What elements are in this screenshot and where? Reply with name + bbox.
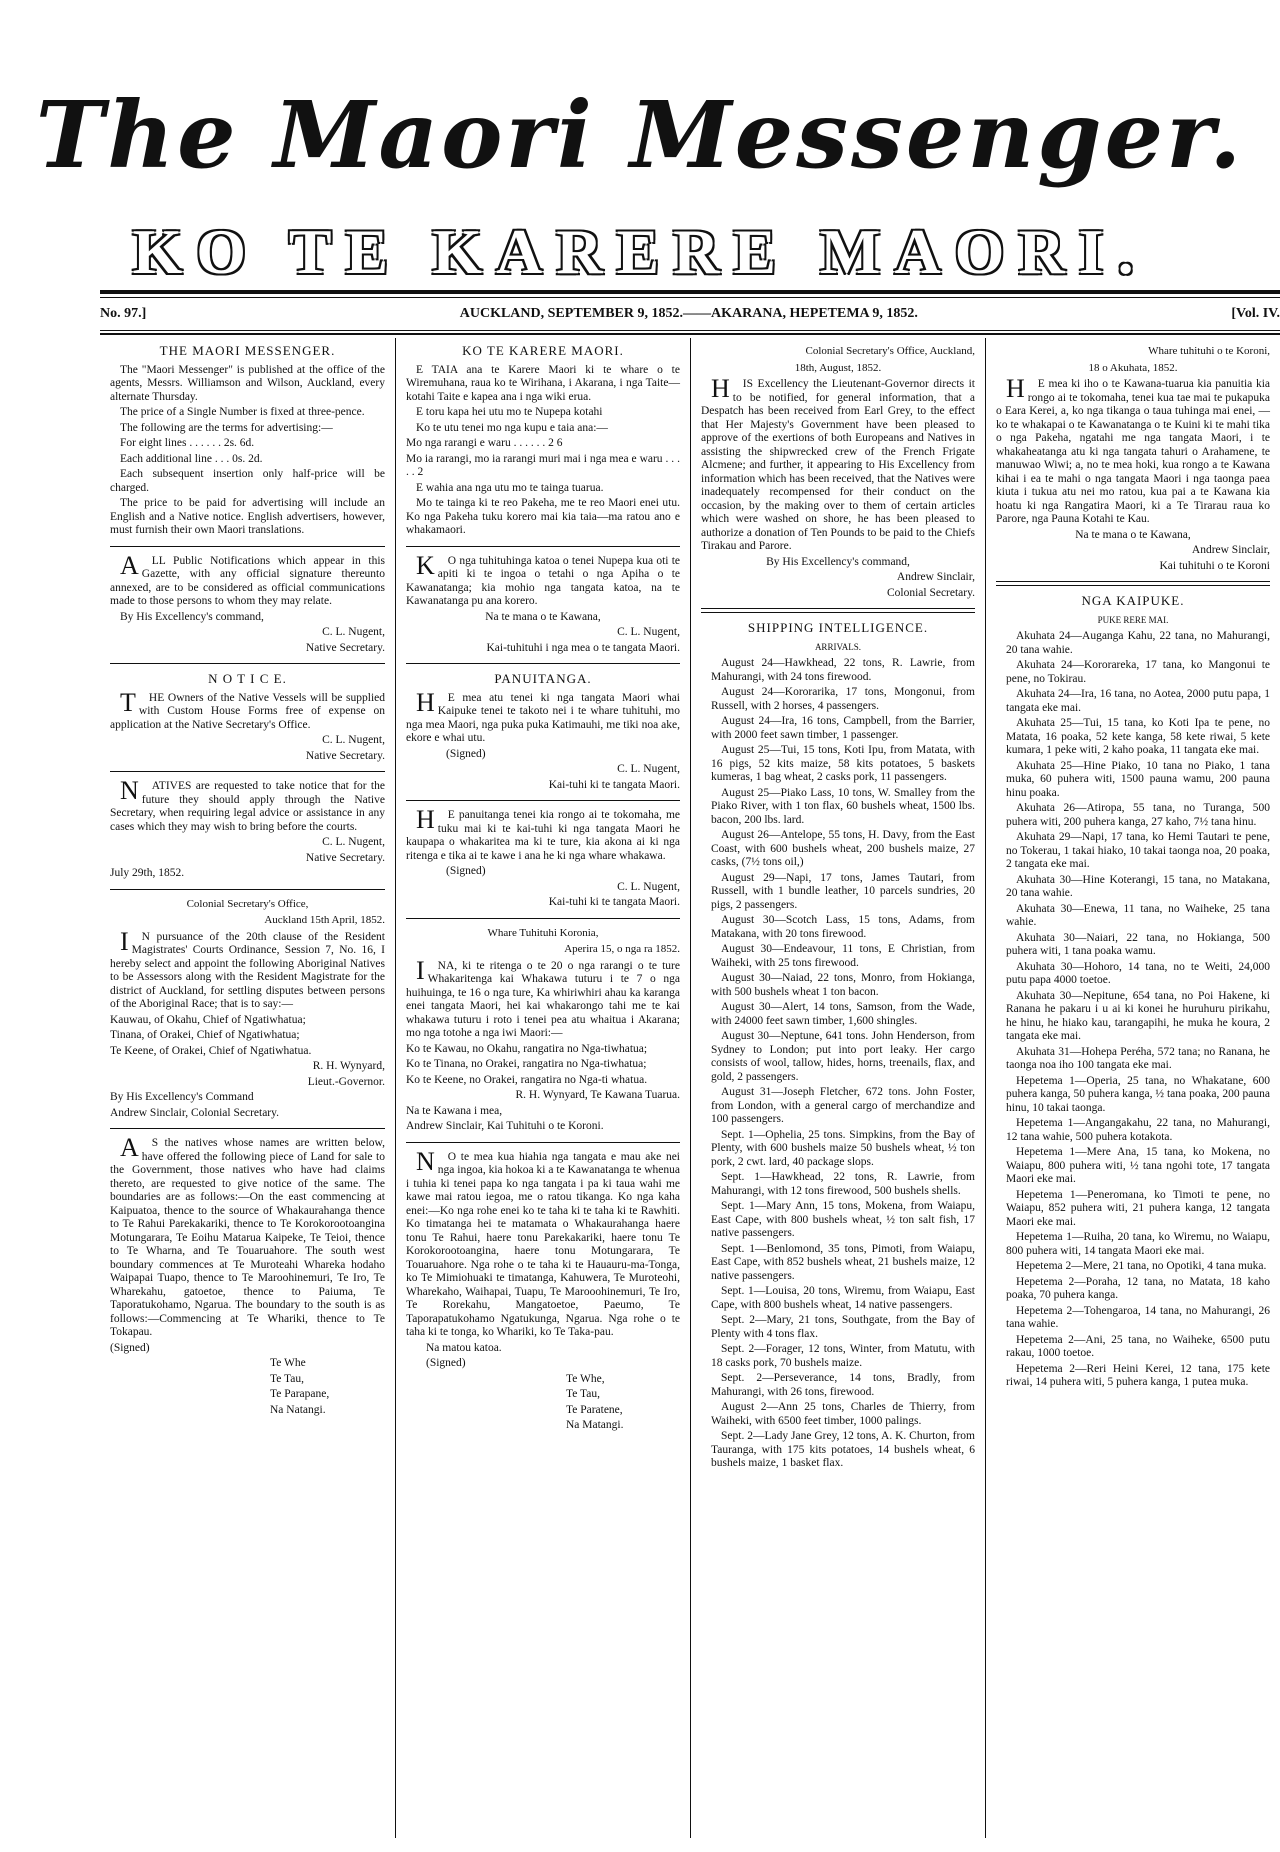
arrival-entry: Sept. 1—Ophelia, 25 tons. Simpkins, from the Bay of Plenty, with 600 bushels maize 50 bushels wheat, ½ ton pork, 2 cwt. lard, 40 package slops. xyxy=(711,1128,975,1168)
signature-title: Native Secretary. xyxy=(305,749,385,762)
arrival-entry-maori: Hepetema 1—Mere Ana, 15 tana, ko Mokena, no Waiapu, 800 puhera witi, ½ tana ngohi tote, 17 tangata Maori eke mai. xyxy=(1006,1146,1270,1185)
arrival-entry: Sept. 1—Hawkhead, 22 tons, R. Lawrie, from Mahurangi, with 12 tons firewood, 500 bushels shells. xyxy=(711,1171,975,1197)
command-line: By His Excellency's command, xyxy=(120,610,264,623)
office-date: 18th, August, 1852. xyxy=(794,361,882,374)
signature-name: R. H. Wynyard, xyxy=(312,1060,385,1072)
assessor-name: Tinana, of Orakei, Chief of Ngatiwhatua; xyxy=(110,1029,300,1041)
despatch-notice: HIS Excellency the Lieutenant-Governor directs it to be notified, for general information, that a Despatch has been received from Earl Grey, to the effect that Her Majesty's Government have been pleased to approve of the exertions of both Europeans and Natives in assisting the shipwrecked crew of the French Frigate Alcmene; and further, it appearing to His Excellency from information which has been received, that the Natives were inadequately recompensed for their conduct on the occasion, by the making over to them of certain articles which were washed on shore, he has been pleased to authorize a donation of Ten Pounds to be paid to the Chiefs Tirakau and Parore. xyxy=(701,374,975,552)
arrival-entry-maori: Akuhata 25—Tui, 15 tana, ko Koti Ipa te pene, no Matata, 16 poaka, 52 kete kanga, 58 kete riwai, 5 kete kumara, 1 peke witi, 2 kaho poaka, 11 tangata eke mai. xyxy=(1006,717,1270,756)
arrival-entry-maori: Hepetema 1—Operia, 25 tana, no Whakatane, 600 puhera kanga, 50 puhera kanga, ½ tana poaka, 200 pauna hinu, 10 takai taonga. xyxy=(1006,1074,1270,1114)
signature-title: Kai tuhituhi o te Koroni xyxy=(1159,559,1270,572)
arrival-entry-maori: Hepetema 1—Peneromana, ko Timoti te pene, no Waiapu, 852 puhera witi, 21 puhera kanga, 12 tangata Maori eke mai. xyxy=(1006,1188,1270,1228)
command-line: Na te mana o te Kawana, xyxy=(485,610,601,623)
signatory: Te Tau, xyxy=(270,1372,304,1385)
arrival-entry-maori: Hepetema 1—Ruiha, 20 tana, ko Wiremu, no Waiapu, 800 puhera witi, 14 tangata Maori eke mai. xyxy=(1006,1231,1270,1257)
command-line: Na te mana o te Kawana, xyxy=(1075,528,1191,541)
divider xyxy=(996,581,1270,586)
signature-title: Kai-tuhi ki te tangata Maori. xyxy=(548,778,680,791)
arrivals-list xyxy=(701,657,975,1471)
heading-karere: KO TE KARERE MAORI. xyxy=(462,343,624,358)
divider xyxy=(110,889,385,890)
arrival-entry: Sept. 2—Mary, 21 tons, Southgate, from the Bay of Plenty with 4 tons flax. xyxy=(711,1314,975,1340)
divider xyxy=(110,1128,385,1129)
divider xyxy=(406,1142,680,1143)
ad-rate-1: For eight lines . . . . . . 2s. 6d. xyxy=(120,437,255,449)
ad-terms: The following are the terms for advertising:— xyxy=(120,421,333,434)
arrival-entry-maori: Akuhata 30—Naiari, 22 tana, no Hokianga, 500 puhera witi, 1 tana poaka wamu. xyxy=(1006,931,1270,957)
masthead-subtitle: KO TE KARERE MAORI. xyxy=(132,216,1148,287)
signature-name: C. L. Nugent, xyxy=(322,734,385,746)
arrival-entry-maori: Hepetema 2—Mere, 21 tana, no Opotiki, 4 tana muka. xyxy=(1016,1260,1267,1272)
issue-number: No. 97.] xyxy=(100,306,147,321)
dateline-rule xyxy=(100,330,1280,331)
signature-name: C. L. Nugent, xyxy=(322,626,385,638)
assessors-notice: IN pursuance of the 20th clause of the Resident Magistrates' Courts Ordinance, Session 7, No. 16, I hereby select and appoint the following Aboriginal Natives to be Assessors along with the Resident Magistrate for the district of Auckland, for settling disputes between persons of the Aboriginal Race; that is to say:— xyxy=(110,926,385,1010)
office-heading: Colonial Secretary's Office, Auckland, xyxy=(805,345,975,357)
signature-title: Kai-tuhi ki te tangata Maori. xyxy=(548,896,680,908)
arrival-entry: Sept. 1—Benlomond, 35 tons, Pimoti, from Waiapu, East Cape, with 852 bushels wheat, 21 bushels maize, 12 native passengers. xyxy=(711,1242,975,1282)
office-heading: Colonial Secretary's Office, xyxy=(186,897,309,910)
publication-notice-maori: E TAIA ana te Karere Maori ki te whare o te Wiremuhana, raua ko te Wirihana, i Akarana, i nga Taite—kotahi Taite e kapea ana i nga wiki erua. xyxy=(406,363,680,403)
assessor-name: Ko te Kawau, no Okahu, rangatira no Nga-tiwhatua; xyxy=(406,1042,648,1055)
arrival-entry: August 24—Ira, 16 tons, Campbell, from the Barrier, with 2000 feet sawn timber, 1 passenger. xyxy=(711,715,975,741)
arrival-entry: Sept. 1—Louisa, 20 tons, Wiremu, from Waiapu, East Cape, with 800 bushels wheat, 14 native passengers. xyxy=(711,1285,975,1311)
signatory: Te Parapane, xyxy=(270,1388,330,1400)
column-3 xyxy=(690,338,985,1838)
masthead-rule xyxy=(100,290,1280,294)
divider xyxy=(406,918,680,919)
command-line: Na te Kawana i mea, xyxy=(406,1104,503,1117)
arrival-entry-maori: Hepetema 1—Angangakahu, 22 tana, no Mahurangi, 12 tana wahie, 500 puhera kotakota. xyxy=(1006,1117,1270,1143)
publication-notice: The "Maori Messenger" is published at the office of the agents, Messrs. Williamson and Wilson, Auckland, every alternate Thursday. xyxy=(110,363,385,403)
arrival-entry: August 30—Endeavour, 11 tons, E Christian, from Waiheki, with 25 tons firewood. xyxy=(711,943,975,969)
signature-title: Native Secretary. xyxy=(305,641,385,654)
masthead xyxy=(0,80,1280,292)
vessel-notice: THE Owners of the Native Vessels will be supplied with Custom House Forms free of expense on application at the Native Secretary's Office. xyxy=(110,687,385,731)
arrival-entry: Sept. 2—Lady Jane Grey, 12 tons, A. K. Churton, from Tauranga, with 175 kits potatoes, 14 bushels wheat, 6 bushels maize, 1 basket flax. xyxy=(711,1430,975,1469)
arrivals-list-maori xyxy=(996,630,1270,1390)
assessor-name: Kauwau, of Okahu, Chief of Ngatiwhatua; xyxy=(110,1013,306,1026)
notice-date: July 29th, 1852. xyxy=(110,867,185,879)
ad-insertion-maori: E wahia ana nga utu mo te tainga tuarua. xyxy=(416,481,604,494)
signature-title: Kai-tuhituhi i nga mea o te tangata Maori. xyxy=(486,641,680,654)
ad-translation-maori: Mo te tainga ki te reo Pakeha, me te reo Maori enei utu. Ko nga Pakeha tuku korero mai kia taia—ma ratou ano e whakamaori. xyxy=(406,497,680,536)
signature-title: Native Secretary. xyxy=(305,851,385,864)
signed-label: (Signed) xyxy=(426,1357,466,1369)
signatory: Te Whe, xyxy=(566,1372,605,1385)
land-sale-notice: AS the natives whose names are written below, have offered the following piece of Land for sale to the Government, those natives who have had claims thereto, are requested to give notice of the same. The boundaries are as follows:—On the east commencing at Kaipuatoa, thence to the source of Whakaurahanga thence to Te Rahui Parekakariki, thence to Te Korokorootoangina Motungarara, Te Eoihu Matarua Kaipeke, Te Teioi, thence to Te Wharna, and Te Touaruahore. The south west boundary commences at Te Muroteahi Whareka hodaho Waipapai Tuapo, thence to Te Maroohinemuri, Te Iro, Te Wharekahu, gatoetoe, thence to Paiuma, Te Taporatukohamo, Ngarua. The boundary to the south is as follows:—Commencing at Te Whariki, thence to Te Tokapau. xyxy=(110,1133,385,1338)
land-sale-notice-maori: NO te mea kua hiahia nga tangata e mau ake nei nga ingoa, kia hokoa ki a te Kawanatanga te whenua i tuhia ki tenei papa ko nga tangata i pa ki taua wahi me kawe mai ratou iegoa, me o ratou tikanga. Ko nga kaha enei:—Ko nga rohe enei ko te taha ki te taha ki te Rawhiti. Ko timatanga hei te matamata o Whakaurahanga haere tonu Te Rahui, haere tonu Parekakariki, haere tonu Te Korokorootoangina, haere tonu Motungarara, Te Touaruahore. Nga rohe o te taha ki te Hauauru-ma-Tonga, ko Te Mimiohuaki te timatanga, Kahuwera, Te Muroteohi, Wharekaho, Waihapai, Tuapu, Te Marooohinemuri, Te Iro, Te Rorekahu, Mangatoetoe, Paeumo, Te Taporapatukohamo Ngatukunga, Ngarua. Nga rohe o te taha ki te tonga, ko Whariki, ko Te Taka-pau. xyxy=(406,1146,680,1338)
arrival-entry: August 25—Piako Lass, 10 tons, W. Smalley from the Piako River, with 1 ton flax, 60 bushels wheat, 1500 lbs. bacon, 200 lbs. lard. xyxy=(711,786,975,826)
arrival-entry: August 30—Alert, 14 tons, Samson, from the Wade, with 24000 feet sawn timber, 1,600 shingles. xyxy=(711,1001,975,1027)
signatory: Te Tau, xyxy=(566,1388,600,1400)
signature-name: C. L. Nugent, xyxy=(617,763,680,775)
natives-notice-maori: HE panuitanga tenei kia rongo ai te tokomaha, me tuku mai ki te kai-tuhi ki nga tangata Maori he kaupapa o whakaritea ma ki te ture, kia akona ai ki nga ritenga e tika ai te kawe i ana he ki nga whare whakawa. xyxy=(406,805,680,862)
ad-terms-maori: Ko te utu tenei mo nga kupu e taia ana:— xyxy=(416,421,608,434)
signatory: Te Whe xyxy=(270,1357,306,1369)
arrival-entry-maori: Hepetema 2—Tohengaroa, 14 tana, no Mahurangi, 26 tana wahie. xyxy=(1006,1304,1270,1330)
office-heading-maori: Whare Tuhituhi Koronia, xyxy=(487,926,599,939)
signed-label: (Signed) xyxy=(446,747,486,760)
heading-puke-rere-mai: PUKE RERE MAI. xyxy=(1097,614,1169,625)
arrival-entry-maori: Akuhata 24—Ira, 16 tana, no Aotea, 2000 putu papa, 1 tangata eke mai. xyxy=(1006,688,1270,714)
arrival-entry: August 26—Antelope, 55 tons, H. Davy, from the East Coast, with 600 bushels wheat, 200 bushels maize, 27 casks, (7½ tons oil,) xyxy=(711,829,975,868)
volume-number: [Vol. IV. xyxy=(1231,306,1280,321)
arrival-entry-maori: Akuhata 31—Hohepa Peréha, 572 tana; no Ranana, he taonga noa iho 100 tangata eke mai. xyxy=(1006,1045,1270,1071)
arrival-entry: August 30—Naiad, 22 tons, Monro, from Hokianga, with 500 bushels wheat 1 ton bacon. xyxy=(711,972,975,998)
arrival-entry: August 24—Kororarika, 17 tons, Mongonui, from Russell, with 2 horses, 4 passengers. xyxy=(711,686,975,712)
arrival-entry: August 30—Scotch Lass, 15 tons, Adams, from Matakana, with 20 tons firewood. xyxy=(711,914,975,940)
arrival-entry: August 2—Ann 25 tons, Charles de Thierry, from Waiheki, with 6500 feet timber, 1000 palings. xyxy=(711,1401,975,1427)
signed-label: (Signed) xyxy=(110,1341,150,1354)
assessor-name: Ko te Keene, no Orakei, rangatira no Nga-ti whatua. xyxy=(406,1073,648,1086)
masthead-title: The Maori Messenger. xyxy=(35,81,1245,189)
arrival-entry-maori: Akuhata 26—Atiropa, 55 tana, no Turanga, 500 puhera witi, 200 puhera kanga, 27 kaho, 7½ tana hinu. xyxy=(1006,802,1270,828)
public-notifications-maori: KO nga tuhituhinga katoa o tenei Nupepa kua oti te apiti ki te ingoa o tetahi o nga Apiha o te Kawanatanga; kia mohio nga tangata katoa, na te Kawanatanga pu ana korero. xyxy=(406,550,680,607)
signatory: Te Paratene, xyxy=(566,1403,623,1416)
signature-title: Colonial Secretary. xyxy=(886,586,975,599)
divider xyxy=(406,663,680,664)
arrival-entry: August 31—Joseph Fletcher, 672 tons. John Foster, from London, with a general cargo of merchandize and 100 passengers. xyxy=(711,1086,975,1125)
arrival-entry-maori: Akuhata 25—Hine Piako, 10 tana no Piako, 1 tana muka, 60 puhera witi, 1500 pauna wamu, 200 pauna hinu poaka. xyxy=(1006,759,1270,799)
signature-secretary: Andrew Sinclair, Colonial Secretary. xyxy=(110,1106,280,1119)
office-date-maori: Aperira 15, o nga ra 1852. xyxy=(564,943,680,955)
arrival-entry: August 30—Neptune, 641 tons. John Henderson, from Sydney to London; put into port leaky. Her cargo consists of wool, tallow, hides, horns, treenails, flax, and gold, 2 passengers. xyxy=(711,1030,975,1083)
arrival-entry-maori: Hepetema 2—Poraha, 12 tana, no Matata, 18 kaho poaka, 70 puhera kanga. xyxy=(1006,1275,1270,1301)
divider xyxy=(406,800,680,801)
closing-line: Na matou katoa. xyxy=(426,1341,502,1354)
ad-rate-maori-2: Mo ia rarangi, mo ia rarangi muri mai i nga mea e waru . . . . . 2 xyxy=(406,452,680,478)
signature-title: Lieut.-Governor. xyxy=(307,1075,385,1088)
divider xyxy=(701,608,975,613)
column-2 xyxy=(395,338,690,1838)
arrival-entry: Sept. 1—Mary Ann, 15 tons, Mokena, from Waiapu, East Cape, with 800 bushels wheat, ½ ton salt fish, 17 native passengers. xyxy=(711,1200,975,1239)
ad-rate-2: Each additional line . . . 0s. 2d. xyxy=(120,452,263,465)
signature-name: C. L. Nugent, xyxy=(617,626,680,638)
heading-notice: N O T I C E. xyxy=(208,671,287,686)
arrival-entry: Sept. 2—Forager, 12 tons, Winter, from Matutu, with 18 casks pork, 70 bushels maize. xyxy=(711,1343,975,1369)
heading-shipping: SHIPPING INTELLIGENCE. xyxy=(747,620,929,635)
price-notice: The price of a Single Number is fixed at three-pence. xyxy=(120,406,365,418)
public-notifications: ALL Public Notifications which appear in this Gazette, with any official signature thereunto annexed, are to be considered as official communications made to those persons to whom they may relate. xyxy=(110,550,385,607)
dateline-rule-thick xyxy=(100,333,1280,335)
arrival-entry-maori: Akuhata 30—Nepitune, 654 tana, no Poi Hakene, ki Ranana he pakaru i u ai ki konei he huruhuru pirikahu, he hinu, he hiako kau, tarangapihi, he muka he koura, 2 tangata eke mai. xyxy=(1006,989,1270,1042)
signature-name: C. L. Nugent, xyxy=(322,836,385,848)
ad-translation: The price to be paid for advertising will include an English and a Native notice. English advertisers, however, must furnish their own Maori translations. xyxy=(110,497,385,536)
heading-panuitanga: PANUITANGA. xyxy=(494,671,592,686)
signature-secretary: Andrew Sinclair, Kai Tuhituhi o te Koroni. xyxy=(406,1120,604,1132)
divider xyxy=(406,546,680,547)
assessor-name: Ko te Tinana, no Orakei, rangatira no Nga-tiwhatua; xyxy=(406,1058,647,1070)
signature-governor: R. H. Wynyard, Te Kawana Tuarua. xyxy=(515,1089,680,1101)
assessors-notice-maori: INA, ki te ritenga o te 20 o nga rarangi o te ture Whakaritenga kai Whakawa tuturu i te 7 o nga huihuinga, te 16 o nga ture, Ka whiriwhiri ahau ka karanga enei tangata Maori, hei kai whakarongo tahi me te kai whakawa tuturu i roto i tenei pea atu whaitua i Akarana; mo nga totohe a nga iwi Maori:— xyxy=(406,955,680,1039)
office-heading-maori: Whare tuhituhi o te Koroni, xyxy=(1148,345,1270,357)
arrival-entry-maori: Akuhata 30—Hohoro, 14 tana, no te Weiti, 24,000 putu papa 4000 toetoe. xyxy=(1006,960,1270,986)
issue-date: AUCKLAND, SEPTEMBER 9, 1852.——AKARANA, HEPETEMA 9, 1852. xyxy=(459,306,918,321)
command-line: By His Excellency's command, xyxy=(766,555,910,568)
vessel-notice-maori: HE mea atu tenei ki nga tangata Maori whai Kaipuke tenei te takoto nei i te whare tuhituhi, mo nga mea Maori, nga puka puka Katimauhi, me tiki noa ake, ekore e whai utu. xyxy=(406,687,680,744)
heading-messenger: THE MAORI MESSENGER. xyxy=(159,343,336,358)
divider xyxy=(110,546,385,547)
column-1 xyxy=(100,338,395,1838)
heading-kaipuke: NGA KAIPUKE. xyxy=(1081,593,1185,608)
signature-name: C. L. Nugent, xyxy=(617,880,680,893)
dateline xyxy=(100,306,1280,322)
divider xyxy=(110,771,385,772)
arrival-entry-maori: Hepetema 2—Ani, 25 tana, no Waiheke, 6500 putu rakau, 1000 toetoe. xyxy=(1006,1333,1270,1359)
signatory: Na Matangi. xyxy=(566,1419,624,1431)
arrival-entry-maori: Akuhata 24—Auganga Kahu, 22 tana, no Mahurangi, 20 tana wahie. xyxy=(1006,630,1270,656)
signatory: Na Natangi. xyxy=(270,1403,326,1416)
masthead-rule-thin xyxy=(100,297,1280,298)
columns xyxy=(100,338,1280,1838)
office-date: Auckland 15th April, 1852. xyxy=(264,914,385,926)
arrival-entry-maori: Akuhata 30—Enewa, 11 tana, no Waiheke, 25 tana wahie. xyxy=(1006,902,1270,928)
divider xyxy=(110,663,385,664)
arrival-entry: August 25—Tui, 15 tons, Koti Ipu, from Matata, with 16 pigs, 52 kits maize, 58 kits potatoes, 5 baskets kumeras, 1 bag wheat, 2 casks pork, 11 passengers. xyxy=(711,744,975,783)
arrival-entry-maori: Hepetema 2—Reri Heini Kerei, 12 tana, 175 kete riwai, 14 puhera witi, 5 puhera kanga, 1 putea muka. xyxy=(1006,1362,1270,1388)
assessor-name: Te Keene, of Orakei, Chief of Ngatiwhatua. xyxy=(110,1044,312,1057)
column-4 xyxy=(985,338,1280,1838)
arrival-entry: Sept. 2—Perseverance, 14 tons, Bradly, from Mahurangi, with 26 tons, firewood. xyxy=(711,1372,975,1398)
arrival-entry-maori: Akuhata 24—Kororareka, 17 tana, ko Mangonui te pene, no Tokirau. xyxy=(1006,659,1270,685)
signed-label: (Signed) xyxy=(446,865,486,877)
natives-notice: NATIVES are requested to take notice that for the future they should apply through the Native Secretary, when requiring legal advice or assistance in any cases which they may wish to bring before the courts. xyxy=(110,776,385,833)
price-notice-maori: E toru kapa hei utu mo te Nupepa kotahi xyxy=(416,406,603,418)
ad-insertion: Each subsequent insertion only half-price will be charged. xyxy=(110,468,385,494)
despatch-notice-maori: HE mea ki iho o te Kawana-tuarua kia panuitia kia rongo ai te tokomaha, tenei kua tae mai te pukapuka o Eara Kerei, a, ko nga tikanga o taua tuhinga mai enei, —ko te whakapai o te Kawanatanga o te Kuini ki te mahi tika o nga Pakeha, ngatahi me nga tangata Maori, i te whakaheatanga atu ki nga tangata tahuri o Arahamene, te manuwao Wiwi; a, no te mea hoki, kua rongo a te Kawana kihai i ea te mahi o nga tangata Maori i nga taonga paea kiuta i tukua atu nei mo ratou, kua pai a te Kawana kia hoatu ki nga Rangatira Maori, ki a Te Tirarau raua ko Parore, nga Pauna Kotahi te Kau. xyxy=(996,374,1270,525)
signature-name: Andrew Sinclair, xyxy=(1191,544,1270,556)
arrival-entry: August 29—Napi, 17 tons, James Tautari, from Russell, with 1 bundle leather, 10 parcels sundries, 20 pigs, 2 passengers. xyxy=(711,871,975,911)
command-line: By His Excellency's Command xyxy=(110,1091,254,1103)
office-date-maori: 18 o Akuhata, 1852. xyxy=(1088,361,1178,374)
heading-arrivals: ARRIVALS. xyxy=(814,641,862,652)
ad-rate-maori-1: Mo nga rarangi e waru . . . . . . 2 6 xyxy=(406,437,563,449)
arrival-entry-maori: Akuhata 30—Hine Koterangi, 15 tana, no Matakana, 20 tana wahie. xyxy=(1006,873,1270,899)
signature-name: Andrew Sinclair, xyxy=(896,571,975,583)
arrival-entry: August 24—Hawkhead, 22 tons, R. Lawrie, from Mahurangi, with 24 tons firewood. xyxy=(711,657,975,683)
arrival-entry-maori: Akuhata 29—Napi, 17 tana, ko Hemi Tautari te pene, no Tokerau, 1 takai hiako, 10 takai taonga noa, 20 poaka, 2 tangata eke mai. xyxy=(1006,831,1270,870)
